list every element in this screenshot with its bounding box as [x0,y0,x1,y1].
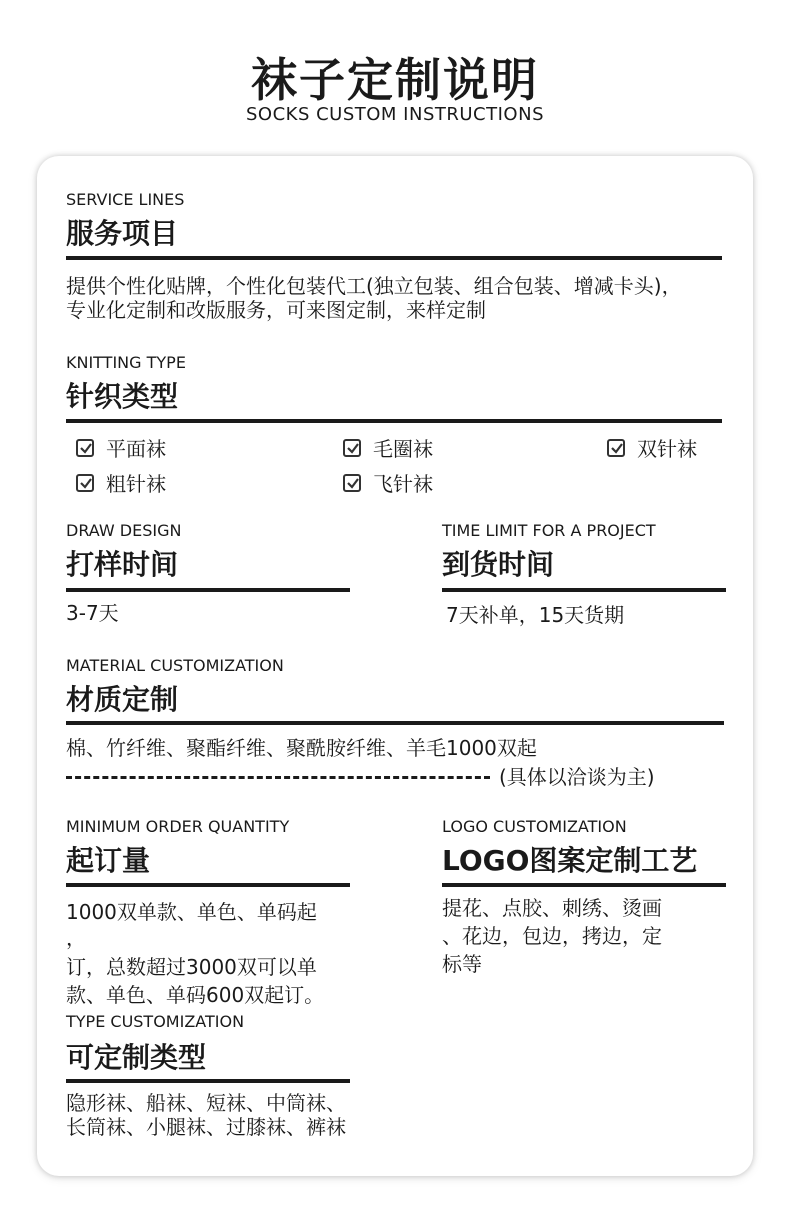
moq-text-line1: 1000双单款、单色、单码起 [66,900,317,924]
option-double-needle-sock[interactable] [607,433,697,462]
time-limit-text: 7天补单，15天货期 [446,603,625,627]
option-terry-sock[interactable] [343,433,433,462]
time-limit-en-heading: TIME LIMIT FOR A PROJECT [442,521,656,540]
page-title: 袜子定制说明 [251,53,539,107]
material-dashed-line [66,776,490,779]
moq-heading: 起订量 [66,844,151,877]
checkbox-checked-icon[interactable] [343,439,361,457]
type-custom-text-line2: 长筒袜、小腿袜、过膝袜、裤袜 [66,1115,346,1139]
material-rule [66,721,724,725]
type-custom-en-heading: TYPE CUSTOMIZATION [66,1012,245,1031]
option-label: 双针袜 [637,437,697,461]
material-heading: 材质定制 [66,683,179,716]
logo-rule [442,883,726,887]
knitting-rule [66,419,722,423]
type-custom-text-line1: 隐形袜、船袜、短袜、中筒袜、 [66,1091,346,1115]
logo-text-line3: 标等 [442,952,482,976]
moq-text-line2: ， [66,926,86,950]
service-text-line1: 提供个性化贴牌，个性化包装代工(独立包装、组合包装、增减卡头)， [66,274,682,298]
checkbox-checked-icon[interactable] [76,439,94,457]
option-label: 飞针袜 [373,472,433,496]
time-limit-rule [442,588,726,592]
time-limit-heading: 到货时间 [442,548,555,581]
logo-text-line1: 提花、点胶、刺绣、烫画 [442,896,662,920]
checkbox-checked-icon[interactable] [76,474,94,492]
knitting-heading: 针织类型 [66,380,179,413]
service-en-heading: SERVICE LINES [66,190,185,209]
draw-design-text: 3-7天 [66,601,119,625]
page-subtitle: SOCKS CUSTOM INSTRUCTIONS [245,104,544,125]
draw-design-rule [66,588,350,592]
draw-design-en-heading: DRAW DESIGN [66,521,182,540]
option-label: 毛圈袜 [373,437,433,461]
instructions-card [37,156,753,1176]
moq-en-heading: MINIMUM ORDER QUANTITY [66,817,290,836]
knitting-en-heading: KNITTING TYPE [66,353,186,372]
moq-text-line4: 款、单色、单码600双起订。 [66,983,325,1007]
service-rule [66,256,722,260]
logo-en-heading: LOGO CUSTOMIZATION [442,817,627,836]
checkbox-checked-icon[interactable] [343,474,361,492]
moq-rule [66,883,350,887]
type-custom-rule [66,1079,350,1083]
moq-text-line3: 订，总数超过3000双可以单 [66,955,317,979]
material-en-heading: MATERIAL CUSTOMIZATION [66,656,284,675]
type-custom-heading: 可定制类型 [66,1041,207,1074]
option-label: 粗针袜 [106,472,166,496]
draw-design-heading: 打样时间 [66,548,179,581]
option-flying-needle-sock[interactable] [343,468,433,497]
logo-heading: LOGO图案定制工艺 [442,844,698,877]
material-note: (具体以洽谈为主) [499,765,655,789]
logo-text-line2: 、花边，包边，拷边，定 [442,924,662,948]
option-coarse-needle-sock[interactable] [76,468,166,497]
service-heading: 服务项目 [66,217,179,250]
material-text: 棉、竹纤维、聚酯纤维、聚酰胺纤维、羊毛1000双起 [66,736,537,760]
service-text-line2: 专业化定制和改版服务，可来图定制，来样定制 [66,298,486,322]
option-label: 平面袜 [106,437,166,461]
checkbox-checked-icon[interactable] [607,439,625,457]
option-flat-sock[interactable] [76,433,166,462]
